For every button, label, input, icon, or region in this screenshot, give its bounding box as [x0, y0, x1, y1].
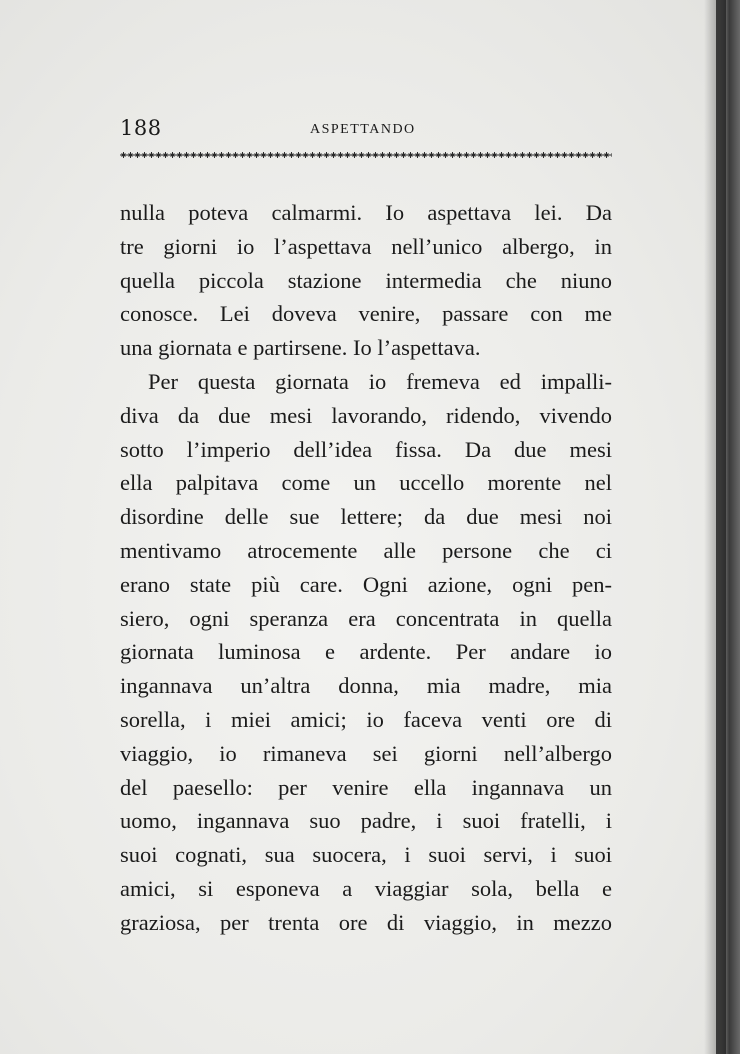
text-line: uomo, ingannava suo padre, i suoi fratelli, i: [120, 808, 612, 834]
running-title: ASPETTANDO: [310, 122, 416, 137]
binding-edge: [716, 0, 726, 1054]
text-line: nulla poteva calmarmi. Io aspettava lei. Da: [120, 200, 612, 225]
text-line: sorella, i miei amici; io faceva venti ore di: [120, 706, 612, 732]
text-line: erano state più care. Ogni azione, ogni pen-: [120, 571, 612, 597]
text-line: conosce. Lei doveva venire, passare con me: [120, 301, 612, 327]
text-line: disordine delle sue lettere; da due mesi noi: [120, 504, 612, 530]
text-line: ella palpitava come un uccello morente nel: [120, 470, 612, 496]
page-header: [120, 116, 612, 146]
text-line: siero, ogni speranza era concentrata in quella: [120, 605, 612, 631]
text-line: tre giorni io l’aspettava nell’unico albergo, in: [120, 233, 612, 259]
page-number: 188: [120, 116, 162, 140]
text-line: diva da due mesi lavorando, ridendo, vivendo: [120, 402, 612, 428]
text-line: graziosa, per trenta ore di viaggio, in mezzo: [120, 909, 612, 935]
text-line: mentivamo atrocemente alle persone che ci: [120, 537, 612, 563]
text-line: del paesello: per venire ella ingannava un: [120, 774, 612, 800]
ornamental-rule: [120, 151, 612, 159]
text-line: quella piccola stazione intermedia che niuno: [120, 267, 612, 293]
text-line: ingannava un’altra donna, mia madre, mia: [120, 673, 612, 699]
text-line: amici, si esponeva a viaggiar sola, bella e: [120, 875, 612, 901]
text-line: una giornata e partirsene. Io l’aspettava.: [120, 335, 481, 361]
text-line: suoi cognati, sua suocera, i suoi servi, i suoi: [120, 842, 612, 868]
text-line: Per questa giornata io fremeva ed impalli-: [148, 368, 612, 394]
text-line: viaggio, io rimaneva sei giorni nell’albergo: [120, 740, 612, 766]
text-line: giornata luminosa e ardente. Per andare io: [120, 639, 612, 665]
body-text: [120, 196, 612, 940]
text-line: sotto l’imperio dell’idea fissa. Da due mesi: [120, 436, 612, 462]
